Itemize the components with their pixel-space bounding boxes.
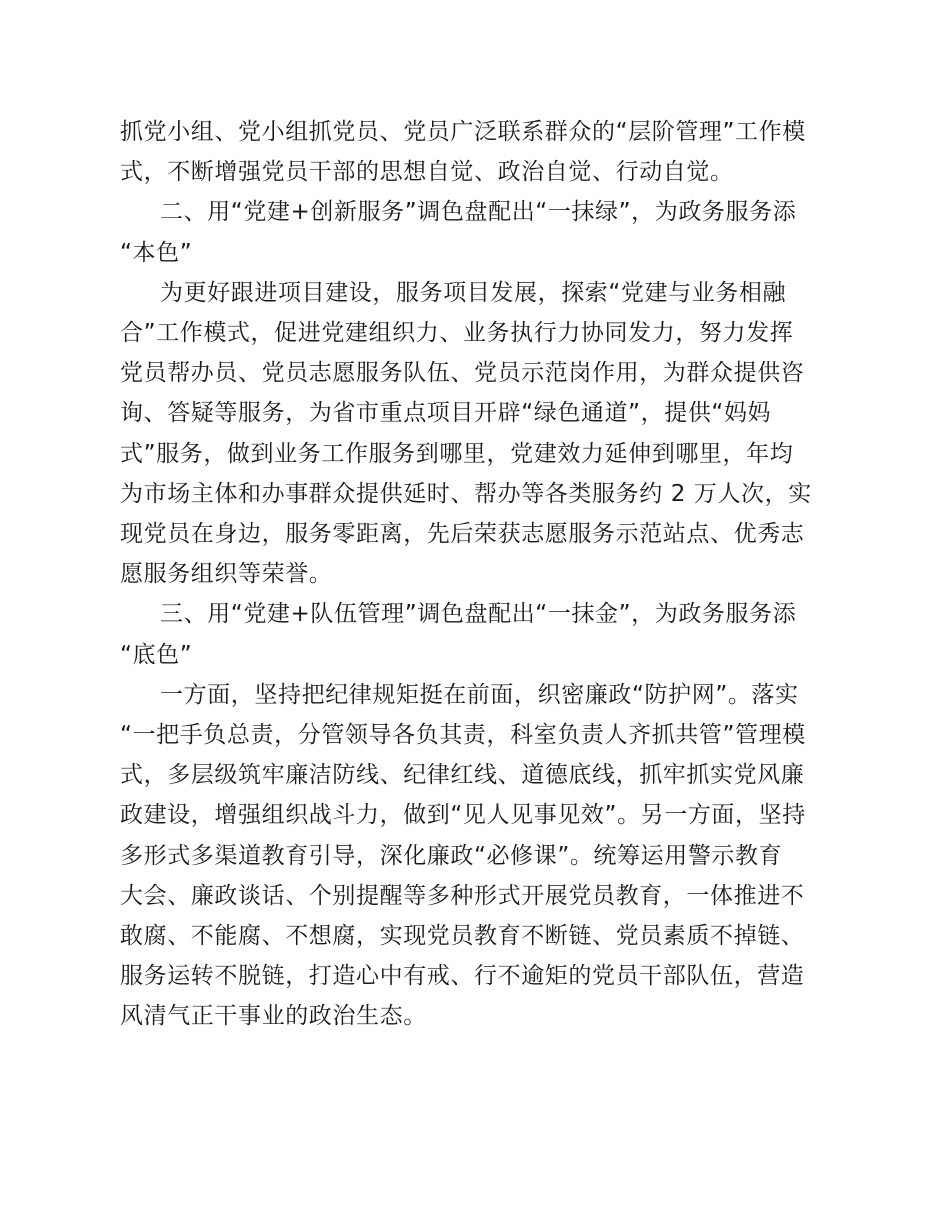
heading-line: 三、用“党建+队伍管理”调色盘配出“一抹金”，为政务服务添 [160,601,797,628]
section-heading-two [120,192,842,272]
text-line: 愿服务组织等荣誉。 [120,561,333,588]
text-line: 多形式多渠道教育引导，深化廉政“必修课”。统筹运用警示教育 [120,842,783,869]
text-line: 党员帮办员、党员志愿服务队伍、党员示范岗作用，为群众提供咨 [120,360,805,387]
text-line: 为更好跟进项目建设，服务项目发展，探索“党建与业务相融 [160,279,787,306]
text-line: 询、答疑等服务，为省市重点项目开辟“绿色通道”，提供“妈妈 [120,400,772,427]
text-line: “一把手负总责，分管领导各负其责，科室负责人齐抓共管”管理模 [120,722,806,749]
heading-line: “本色” [120,239,193,266]
paragraph-continued [120,112,842,192]
paragraph-gold-discipline [120,675,842,1037]
text-line: 式，不断增强党员干部的思想自觉、政治自觉、行动自觉。 [120,159,734,186]
text-line: 敢腐、不能腐、不想腐，实现党员教育不断链、党员素质不掉链、 [120,923,805,950]
text-line: 服务运转不脱链，打造心中有戒、行不逾矩的党员干部队伍，营造 [120,963,805,990]
text-line: 为市场主体和办事群众提供延时、帮办等各类服务约 2 万人次，实 [120,480,812,507]
text-line: 式”服务，做到业务工作服务到哪里，党建效力延伸到哪里，年均 [120,440,794,467]
text-line: 政建设，增强组织战斗力，做到“见人见事见效”。另一方面，坚持 [120,802,806,829]
text-line: 式，多层级筑牢廉洁防线、纪律红线、道德底线，抓牢抓实党风廉 [120,762,805,789]
text-line: 合”工作模式，促进党建组织力、业务执行力协同发力，努力发挥 [120,320,794,347]
text-line: 大会、廉政谈话、个别提醒等多种形式开展党员教育，一体推进不 [120,882,805,909]
text-line: 一方面，坚持把纪律规矩挺在前面，织密廉政“防护网”。落实 [160,681,799,708]
section-heading-three [120,594,842,674]
heading-line: 二、用“党建+创新服务”调色盘配出“一抹绿”，为政务服务添 [160,199,797,226]
text-line: 抓党小组、党小组抓党员、党员广泛联系群众的“层阶管理”工作模 [120,119,806,145]
text-line: 现党员在身边，服务零距离，先后荣获志愿服务示范站点、优秀志 [120,521,805,548]
paragraph-green-service [120,273,842,595]
heading-line: “底色” [120,641,193,668]
text-line: 风清气正干事业的政治生态。 [120,1003,427,1030]
document-page [120,112,842,1037]
